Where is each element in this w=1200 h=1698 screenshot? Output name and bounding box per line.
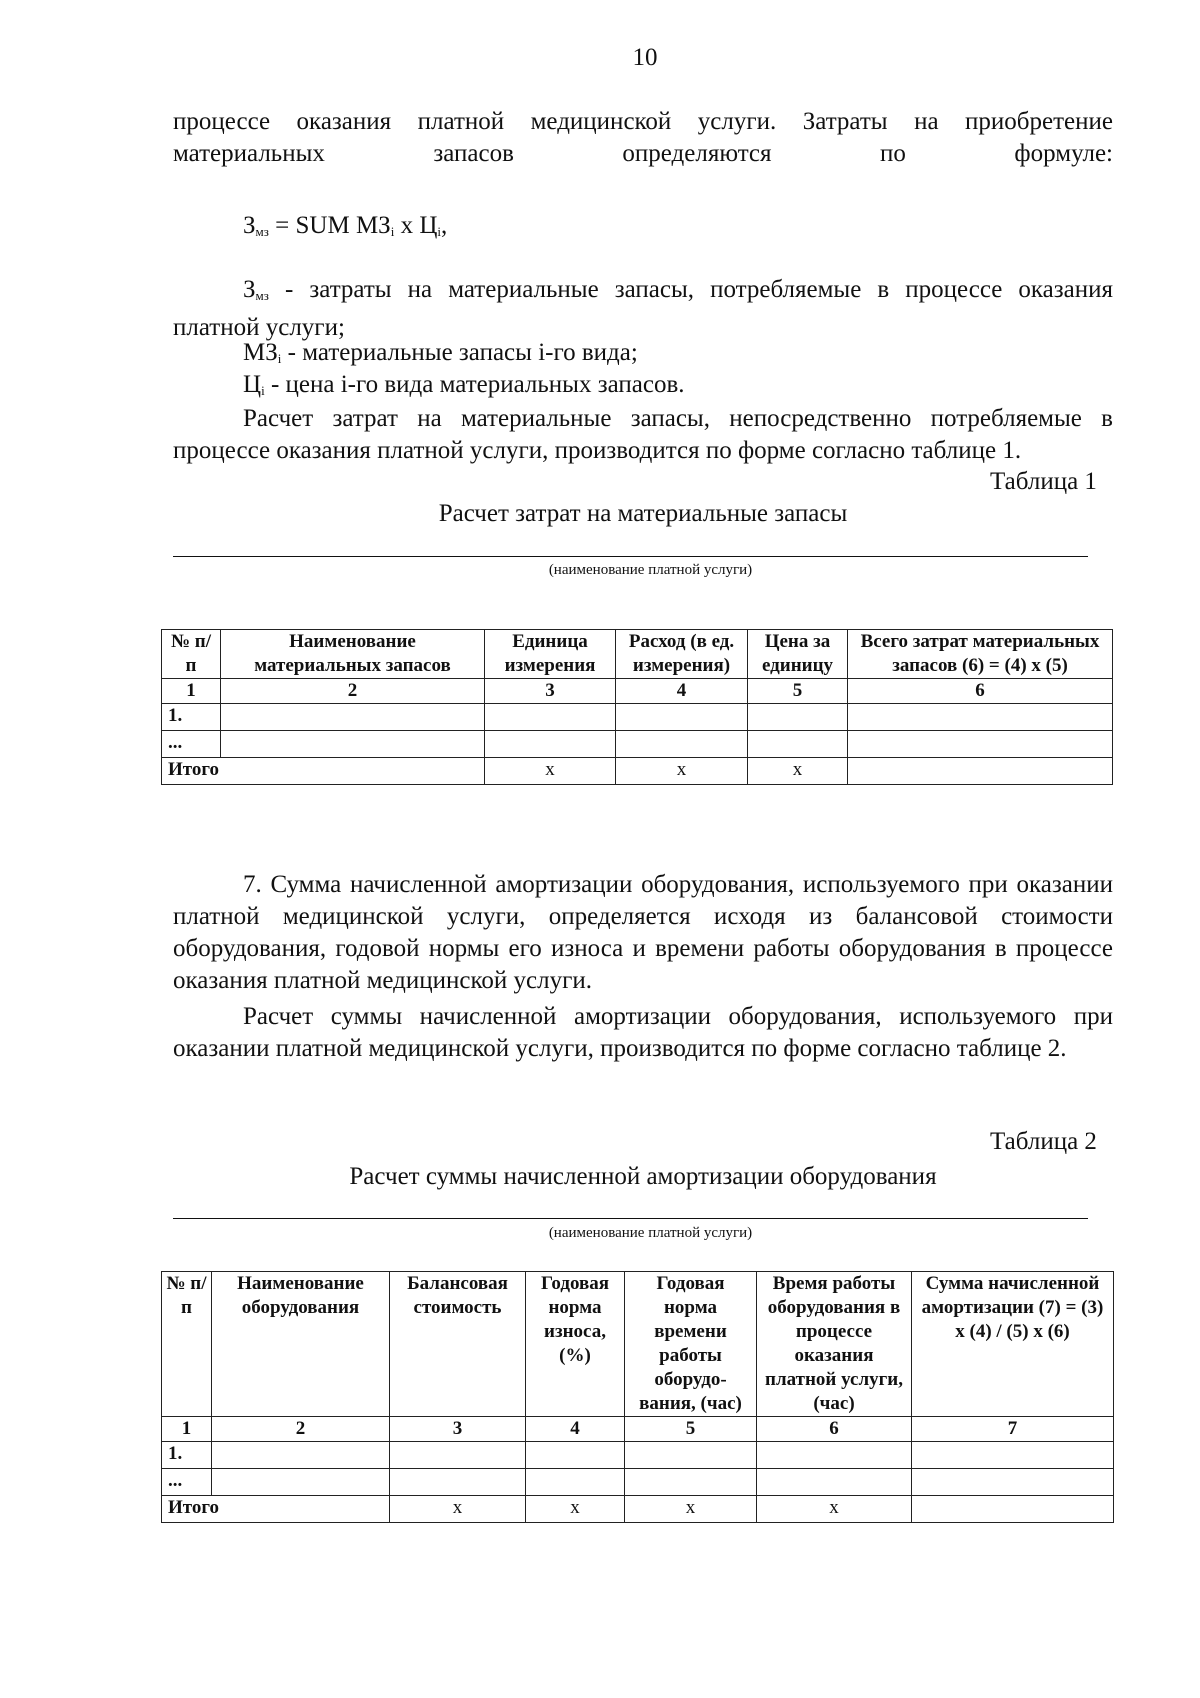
formula: $З_{мз}$ = SUM $МЗ_i$ x $Ц_i$, xyxy=(243,212,448,239)
table1-total-x: х xyxy=(616,758,748,785)
table1-number-cell: 6 xyxy=(848,679,1113,704)
table2-total-x: х xyxy=(526,1496,625,1523)
table2-total-x: х xyxy=(757,1496,912,1523)
table2-total-x: х xyxy=(625,1496,757,1523)
table2-number-cell: 7 xyxy=(912,1417,1114,1442)
table2-header-cell: № п/п xyxy=(162,1272,212,1417)
table1-header-cell: Единица измерения xyxy=(485,630,616,679)
table2-number-cell: 5 xyxy=(625,1417,757,1442)
table2-header-cell: Годовая норма износа, (%) xyxy=(526,1272,625,1417)
table2-row-label: ... xyxy=(162,1469,212,1496)
table1-title: Расчет затрат на материальные запасы xyxy=(438,500,848,527)
table2-service-caption: (наименование платной услуги) xyxy=(548,1225,753,1241)
table2-number-cell: 6 xyxy=(757,1417,912,1442)
table1-total-row xyxy=(162,758,1113,785)
table2-service-line xyxy=(173,1218,1088,1219)
table-row xyxy=(162,704,1113,731)
table2-label: Таблица 2 xyxy=(990,1128,1097,1155)
table1-header-cell: Наименование материальных запасов xyxy=(221,630,485,679)
table1-number-row xyxy=(162,679,1113,704)
table2-number-row xyxy=(162,1417,1114,1442)
definition-zmz: $З_{мз}$ - затраты на материальные запасы, потребляемые в процессе оказания платной услуги; xyxy=(173,276,1113,341)
table2-number-cell: 2 xyxy=(212,1417,390,1442)
table1 xyxy=(161,629,1113,785)
table2-header-row xyxy=(162,1272,1114,1417)
table2-number-cell: 4 xyxy=(526,1417,625,1442)
table1-row-label: 1. xyxy=(162,704,221,731)
table2-header-cell: Наименование оборудования xyxy=(212,1272,390,1417)
table1-header-cell: № п/п xyxy=(162,630,221,679)
table1-service-line xyxy=(173,556,1088,557)
table1-total-label: Итого xyxy=(162,758,485,785)
table1-header-row xyxy=(162,630,1113,679)
table1-number-cell: 2 xyxy=(221,679,485,704)
table1-total-x: х xyxy=(748,758,848,785)
table1-number-cell: 1 xyxy=(162,679,221,704)
table2-header-cell: Годовая норма времени работы оборудо-вания, (час) xyxy=(625,1272,757,1417)
table1-service-caption: (наименование платной услуги) xyxy=(548,562,753,578)
table2-number-cell: 3 xyxy=(390,1417,526,1442)
table1-header-cell: Цена за единицу xyxy=(748,630,848,679)
definition-price: $Ц_i$ - цена i-го вида материальных запасов. xyxy=(243,371,685,398)
table1-number-cell: 3 xyxy=(485,679,616,704)
table2 xyxy=(161,1271,1114,1523)
table2-row-label: 1. xyxy=(162,1442,212,1469)
table1-total-x: х xyxy=(485,758,616,785)
table2-total-row xyxy=(162,1496,1114,1523)
intro-paragraph: процессе оказания платной медицинской услуги. Затраты на приобретение материальных запасов определяются по формуле: xyxy=(173,108,1113,167)
table1-label: Таблица 1 xyxy=(990,468,1097,495)
table-row xyxy=(162,1442,1114,1469)
table1-header-cell: Всего затрат материальных запасов (6) = (4) х (5) xyxy=(848,630,1113,679)
calc-paragraph-1: Расчет затрат на материальные запасы, непосредственно потребляемые в процессе оказания платной услуги, производится по форме согласно таблице 1. xyxy=(173,405,1113,464)
section7-paragraph: 7. Сумма начисленной амортизации оборудования, используемого при оказании платной медицинской услуги, определяется исходя из балансовой стоимости оборудования, годовой нормы его износа и времени работы оборудования в процессе оказания платной медицинской услуги. xyxy=(173,871,1113,994)
table2-number-cell: 1 xyxy=(162,1417,212,1442)
table2-total-x: х xyxy=(390,1496,526,1523)
table-row xyxy=(162,731,1113,758)
table1-number-cell: 4 xyxy=(616,679,748,704)
table1-row-label: ... xyxy=(162,731,221,758)
definition-mz: $МЗ_i$ - материальные запасы i-го вида; xyxy=(243,339,638,366)
page-number: 10 xyxy=(632,44,658,71)
table-row xyxy=(162,1469,1114,1496)
table2-header-cell: Время работы оборудования в процессе оказания платной услуги, (час) xyxy=(757,1272,912,1417)
table2-title: Расчет суммы начисленной амортизации оборудования xyxy=(349,1163,937,1190)
table2-header-cell: Балансовая стоимость xyxy=(390,1272,526,1417)
table2-total-label: Итого xyxy=(162,1496,390,1523)
table2-header-cell: Сумма начисленной амортизации (7) = (3) х (4) / (5) х (6) xyxy=(912,1272,1114,1417)
table1-number-cell: 5 xyxy=(748,679,848,704)
calc-paragraph-2: Расчет суммы начисленной амортизации оборудования, используемого при оказании платной медицинской услуги, производится по форме согласно таблице 2. xyxy=(173,1003,1113,1062)
table1-header-cell: Расход (в ед. измерения) xyxy=(616,630,748,679)
